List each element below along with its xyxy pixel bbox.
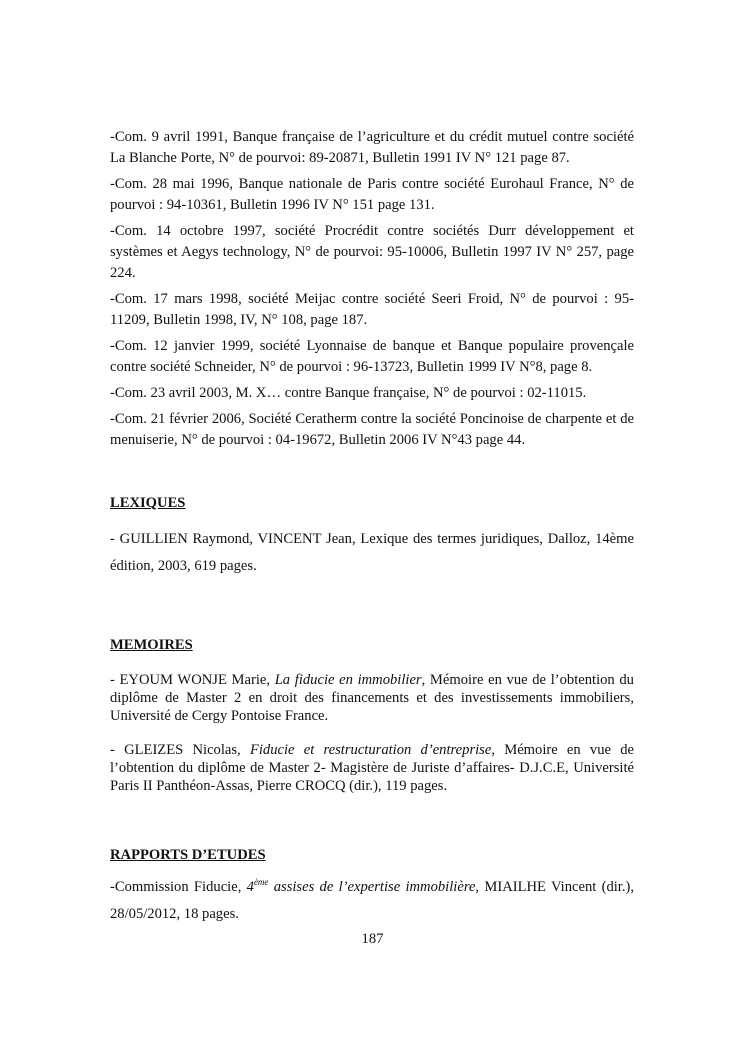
memoire-entry bbox=[110, 741, 634, 795]
case-entry: -Com. 9 avril 1991, Banque française de l’agriculture et du crédit mutuel contre société La Blanche Porte, N° de pourvoi: 89-20871, Bulletin 1991 IV N° 121 page 87. bbox=[110, 129, 634, 166]
memoire-details: , Mémoire en vue de l’obtention du diplôme de Master 2 en droit des financements et des investissements immobiliers, Université de Cergy Pontoise France. bbox=[110, 672, 634, 724]
case-entry: -Com. 17 mars 1998, société Meijac contre société Seeri Froid, N° de pourvoi : 95-11209, Bulletin 1998, IV, N° 108, page 187. bbox=[110, 291, 634, 328]
page-number: 187 bbox=[361, 931, 384, 947]
rapport-author: -Commission Fiducie, bbox=[110, 879, 247, 895]
case-entry: -Com. 21 février 2006, Société Ceratherm contre la société Poncinoise de charpente et de menuiserie, N° de pourvoi : 04-19672, Bulletin 2006 IV N°43 page 44. bbox=[110, 411, 634, 448]
lexiques-heading: LEXIQUES bbox=[110, 495, 186, 511]
memoire-details: , Mémoire en vue de l’obtention du diplôme de Master 2- Magistère de Juriste d’affaires- D.J.C.E, Université Paris II Panthéon-Assas, Pierre CROCQ (dir.), 119 pages. bbox=[110, 742, 634, 794]
bibliography-content bbox=[110, 127, 634, 928]
lexique-entry: - GUILLIEN Raymond, VINCENT Jean, Lexique des termes juridiques, Dalloz, 14ème édition, 2003, 619 pages. bbox=[110, 531, 634, 574]
case-entry: -Com. 23 avril 2003, M. X… contre Banque française, N° de pourvoi : 02-11015. bbox=[110, 385, 587, 401]
rapport-ordinal-suffix: ème bbox=[253, 877, 269, 887]
rapport-entry bbox=[110, 874, 634, 928]
rapports-heading: RAPPORTS D’ETUDES bbox=[110, 847, 266, 863]
memoire-title: La fiducie en immobilier bbox=[274, 672, 422, 688]
rapport-number: 4 bbox=[246, 879, 254, 895]
rapport-title: assises de l’expertise immobilière, bbox=[268, 879, 480, 895]
memoire-entry bbox=[110, 671, 634, 725]
case-entry: -Com. 12 janvier 1999, société Lyonnaise de banque et Banque populaire provençale contre société Schneider, N° de pourvoi : 96-13723, Bulletin 1999 IV N°8, page 8. bbox=[110, 338, 634, 375]
case-law-list bbox=[110, 127, 634, 451]
memoire-title: Fiducie et restructuration d’entreprise bbox=[249, 742, 492, 758]
memoires-heading: MEMOIRES bbox=[110, 637, 193, 653]
rapport-details: MIAILHE Vincent (dir.), 28/05/2012, 18 pages. bbox=[110, 879, 635, 922]
case-entry: -Com. 28 mai 1996, Banque nationale de Paris contre société Eurohaul France, N° de pourvoi : 94-10361, Bulletin 1996 IV N° 151 page 131. bbox=[110, 176, 634, 213]
memoire-author: - EYOUM WONJE Marie, bbox=[110, 672, 275, 688]
case-entry: -Com. 14 octobre 1997, société Procrédit contre sociétés Durr développement et systèmes et Aegys technology, N° de pourvoi: 95-10006, Bulletin 1997 IV N° 257, page 224. bbox=[110, 223, 634, 281]
memoire-author: - GLEIZES Nicolas, bbox=[110, 742, 250, 758]
